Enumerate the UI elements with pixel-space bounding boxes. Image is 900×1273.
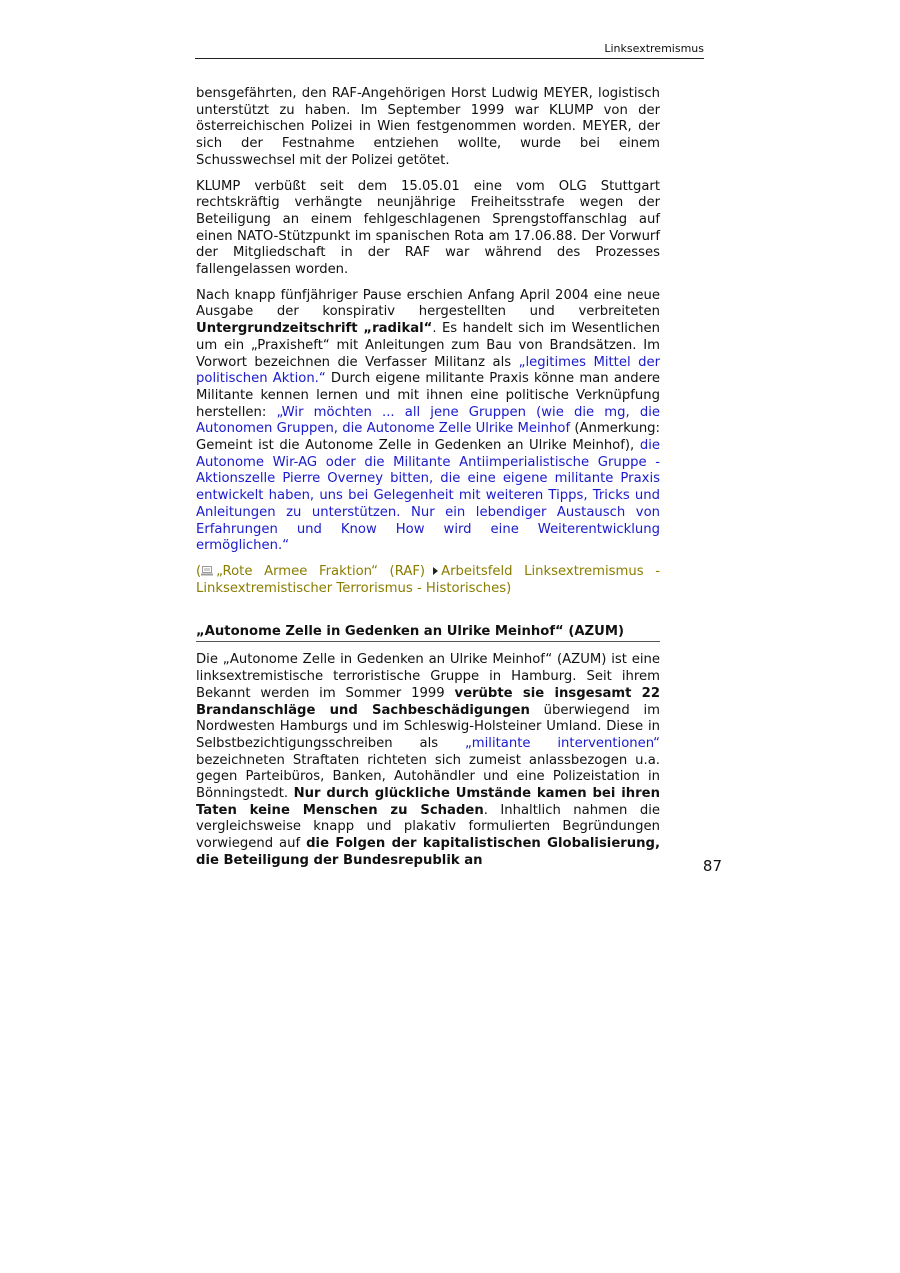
azum-bold-1: verübte sie insgesamt 22 Brandanschläge und Sachbeschädigungen <box>196 685 660 718</box>
running-title: Linksextremismus <box>604 42 704 55</box>
crossref-raf-link[interactable]: „Rote Armee Fraktion“ (RAF) <box>216 563 426 579</box>
radikal-bold-title: Untergrundzeitschrift „radikal“ <box>196 321 433 337</box>
azum-text-2: überwiegend im Nordwesten Hamburgs und im Schleswig-Holsteiner Umland. Diese in Selbstbezichtigungsschreiben als <box>196 702 660 751</box>
paragraph-klump-sentence: KLUMP verbüßt seit dem 15.05.01 eine vom OLG Stuttgart rechtskräftig verhängte neunjährige Freiheitsstrafe wegen der Beteiligung an einem fehlgeschlagenen Sprengstoffanschlag auf einen NATO-Stützpunkt im spanischen Rota am 17.06.88. Der Vorwurf der Mitgliedschaft in der RAF war während des Prozesses fallengelassen worden. <box>196 178 660 278</box>
paragraph-azum <box>196 652 660 869</box>
azum-text-4: . Inhaltlich nahmen die vergleichsweise knapp und plakativ formulierten Begründungen vorwiegend auf <box>196 802 660 852</box>
quote-militante-interventionen: „militante interventionen“ <box>464 735 660 751</box>
page-number: 87 <box>702 857 722 875</box>
computer-icon <box>201 566 213 576</box>
section-heading-azum: „Autonome Zelle in Gedenken an Ulrike Meinhof“ (AZUM) <box>196 623 660 642</box>
azum-bold-3: die Folgen der kapitalistischen Globalisierung, die Beteiligung der Bundesrepublik an <box>196 836 660 868</box>
quote-wir-moechten: „Wir möchten ... all jene Gruppen (wie die mg, die Autonomen Gruppen, die Autonome Zelle Ulrike Meinhof <box>196 404 661 437</box>
running-header <box>195 40 704 59</box>
radikal-text-3: Durch eigene militante Praxis könne man andere Militante kennen lernen und mit ihnen eine politische Verknüpfung herstellen: <box>196 371 660 420</box>
paragraph-radikal <box>196 288 660 555</box>
azum-bold-2: Nur durch glückliche Umstände kamen bei ihren Taten keine Menschen zu Schaden <box>196 786 660 818</box>
arrow-right-icon <box>433 567 438 575</box>
radikal-annotation: (Anmerkung: Gemeint ist die Autonome Zelle in Gedenken an Ulrike Meinhof), <box>196 421 660 454</box>
azum-text-1: Die „Autonome Zelle in Gedenken an Ulrike Meinhof“ (AZUM) ist eine linksextremistische terroristische Gruppe in Hamburg. Seit ihrem Bekannt werden im Sommer 1999 <box>196 652 660 701</box>
radikal-text-1: Nach knapp fünfjähriger Pause erschien Anfang April 2004 eine neue Ausgabe der konspirativ hergestellten und verbreiteten <box>196 287 660 320</box>
cross-reference <box>196 564 660 597</box>
quote-legitimes-mittel: „legitimes Mittel der politischen Aktion.“ <box>196 354 660 387</box>
quote-wir-ag: die Autonome Wir-AG oder die Militante Antiimperialistische Gruppe - Aktionszelle Pierre Overney bitten, die eine eigene militante Praxis entwickelt haben, uns bei Gelegenheit mit weiteren Tipps, Tricks und Anleitungen zu unterstützen. Nur ein lebendiger Austausch von Erfahrungen und Know How wird eine Weiterentwicklung ermöglichen.“ <box>196 438 660 554</box>
azum-text-3: bezeichneten Straftaten richteten sich zumeist anlassbezogen u.a. gegen Parteibüros, Banken, Autohändler und eine Polizeistation in Bönningstedt. <box>196 752 660 802</box>
radikal-text-2: . Es handelt sich im Wesentlichen um ein „Praxisheft“ mit Anleitungen zum Bau von Brandsätzen. Im Vorwort bezeichnen die Verfasser Militanz als <box>196 321 660 370</box>
crossref-open-paren: ( <box>196 563 202 579</box>
crossref-arbeitsfeld-link[interactable]: Arbeitsfeld Linksextremismus - Linksextremistischer Terrorismus - Historisches) <box>196 563 660 596</box>
body-text <box>196 86 660 879</box>
paragraph-klump-arrest: bensgefährten, den RAF-Angehörigen Horst Ludwig MEYER, logistisch unterstützt zu haben. Im September 1999 war KLUMP von der österreichischen Polizei in Wien festgenommen worden. MEYER, der sich der Festnahme entziehen wollte, wurde bei einem Schusswechsel mit der Polizei getötet. <box>196 86 660 168</box>
